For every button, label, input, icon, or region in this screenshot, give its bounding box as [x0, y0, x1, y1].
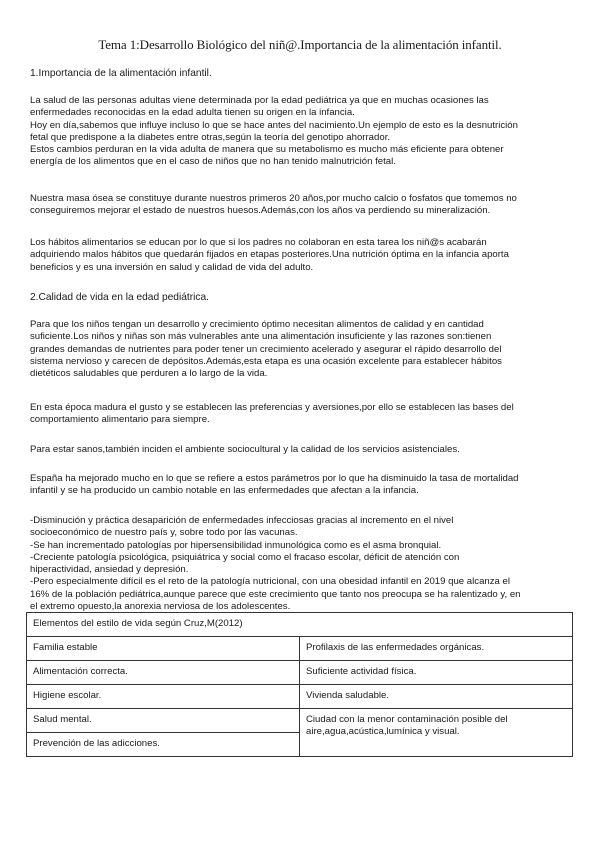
table-row	[27, 709, 573, 733]
text-line: España ha mejorado mucho en lo que se refiere a estos parámetros por lo que ha disminuido la tasa de mortalidad	[30, 473, 519, 484]
text-line: Nuestra masa ósea se constituye durante nuestros primeros 20 años,por mucho calcio o fosfatos que tomemos no	[30, 193, 517, 204]
table-row	[27, 637, 573, 661]
section-2-paragraph-2	[30, 402, 575, 427]
text-line: sistema nervioso y carecen de depósitos.Además,esta etapa es una ocasión excelente para establecer hábitos	[30, 355, 502, 367]
list-item: -Creciente patología psicológica, psiquiátrica y social como el fracaso escolar, déficit de atención con	[30, 551, 460, 563]
table-cell: Suficiente actividad física.	[300, 661, 573, 685]
section-1-paragraph-3	[30, 237, 575, 274]
text-line: 16% de la población pediátrica,aunque parece que este crecimiento que tanto nos preocupa se ha ralentizado y, en	[30, 588, 521, 600]
section-1-paragraph-1	[30, 95, 575, 169]
text-line: hiperactividad, ansiedad y depresión.	[30, 564, 189, 576]
table-cell: Alimentación correcta.	[27, 661, 300, 685]
section-1-paragraph-2	[30, 193, 575, 218]
table-row	[27, 685, 573, 709]
text-line: fetal que predispone a la diabetes entre otras,según la teoría del genotipo ahorrador.	[30, 131, 391, 143]
text-line: comportamiento alimentario para siempre.	[30, 414, 210, 426]
table-row	[27, 661, 573, 685]
text-line: conseguiremos mejorar el estado de nuestros huesos.Además,con los años va perdiendo su mineralización.	[30, 205, 491, 217]
table-cell: Prevención de las adicciones.	[27, 733, 300, 757]
text-line: socioeconómico de nuestro país y, sobre todo por las vacunas.	[30, 527, 298, 539]
text-line: grandes demandas de nutrientes para poder tener un crecimiento acelerado y asegurar el rápido desarrollo del	[30, 343, 502, 355]
section-1-heading: 1.Importancia de la alimentación infantil.	[30, 68, 212, 79]
text-line: energía de los alimentos que en el caso de niños que no han tenido malnutrición fetal.	[30, 156, 396, 168]
list-item: -Disminución y práctica desaparición de enfermedades infecciosas gracias al incremento en el nivel	[30, 515, 454, 526]
list-item: -Se han incrementado patologías por hipersensibilidad inmunológica como es el asma bronquial.	[30, 539, 442, 551]
text-line: beneficios y es una inversión en salud y calidad de vida del adulto.	[30, 261, 314, 273]
text-line: enfermedades reconocidas en la edad adulta tienen su origen en la infancia.	[30, 107, 355, 119]
text-line: La salud de las personas adultas viene determinada por la edad pediátrica ya que en muchas ocasiones las	[30, 95, 489, 106]
table-cell: Vivienda saludable.	[300, 685, 573, 709]
text-line: el extremo opuesto,la anorexia nerviosa de los adolescentes.	[30, 601, 291, 613]
section-2-list	[30, 515, 575, 613]
lifestyle-elements-table	[26, 612, 573, 757]
section-2-paragraph-4	[30, 473, 575, 498]
section-2-heading: 2.Calidad de vida en la edad pediátrica.	[30, 292, 209, 303]
document-title: Tema 1:Desarrollo Biológico del niñ@.Importancia de la alimentación infantil.	[98, 37, 502, 52]
table-caption: Elementos del estilo de vida según Cruz,M(2012)	[27, 613, 573, 637]
text-line: infantil y se ha producido un cambio notable en las enfermedades que afectan a la infancia.	[30, 485, 419, 497]
section-2-paragraph-1	[30, 319, 575, 380]
text-line: suficiente.Los niños y niñas son más vulnerables ante una alimentación insuficiente y las razones son:tienen	[30, 331, 492, 343]
text-line: Para que los niños tengan un desarrollo y crecimiento óptimo necesitan alimentos de calidad y en cantidad	[30, 319, 484, 330]
list-item: -Pero especialmente difícil es el reto de la patología nutricional, con una obesidad infantil en 2019 que alcanza el	[30, 576, 511, 588]
table-cell: Salud mental.	[27, 709, 300, 733]
text-line: Estos cambios perduran en la vida adulta de manera que su metabolismo es mucho más eficiente para obtener	[30, 144, 504, 156]
text-line: En esta época madura el gusto y se establecen las preferencias y aversiones,por ello se establecen las bases del	[30, 402, 514, 413]
table-cell: Higiene escolar.	[27, 685, 300, 709]
text-line: Para estar sanos,también inciden el ambiente sociocultural y la calidad de los servicios asistenciales.	[30, 444, 460, 455]
text-line: Hoy en día,sabemos que influye incluso lo que se hace antes del nacimiento.Un ejemplo de esto es la desnutrición	[30, 119, 518, 131]
table-row	[27, 613, 573, 637]
table-cell: Ciudad con la menor contaminación posible del aire,agua,acústica,lumínica y visual.	[300, 709, 573, 757]
text-line: dietéticos saludables que perduren a lo largo de la vida.	[30, 368, 268, 380]
text-line: Los hábitos alimentarios se educan por lo que si los padres no colaboran en esta tarea los niñ@s acabarán	[30, 237, 487, 248]
text-line: adquiriendo malos hábitos que quedarán fijados en etapas posteriores.Una nutrición óptima en la infancia aporta	[30, 249, 509, 261]
table-cell: Profilaxis de las enfermedades orgánicas.	[300, 637, 573, 661]
table-cell: Familia estable	[27, 637, 300, 661]
section-2-paragraph-3	[30, 444, 575, 456]
